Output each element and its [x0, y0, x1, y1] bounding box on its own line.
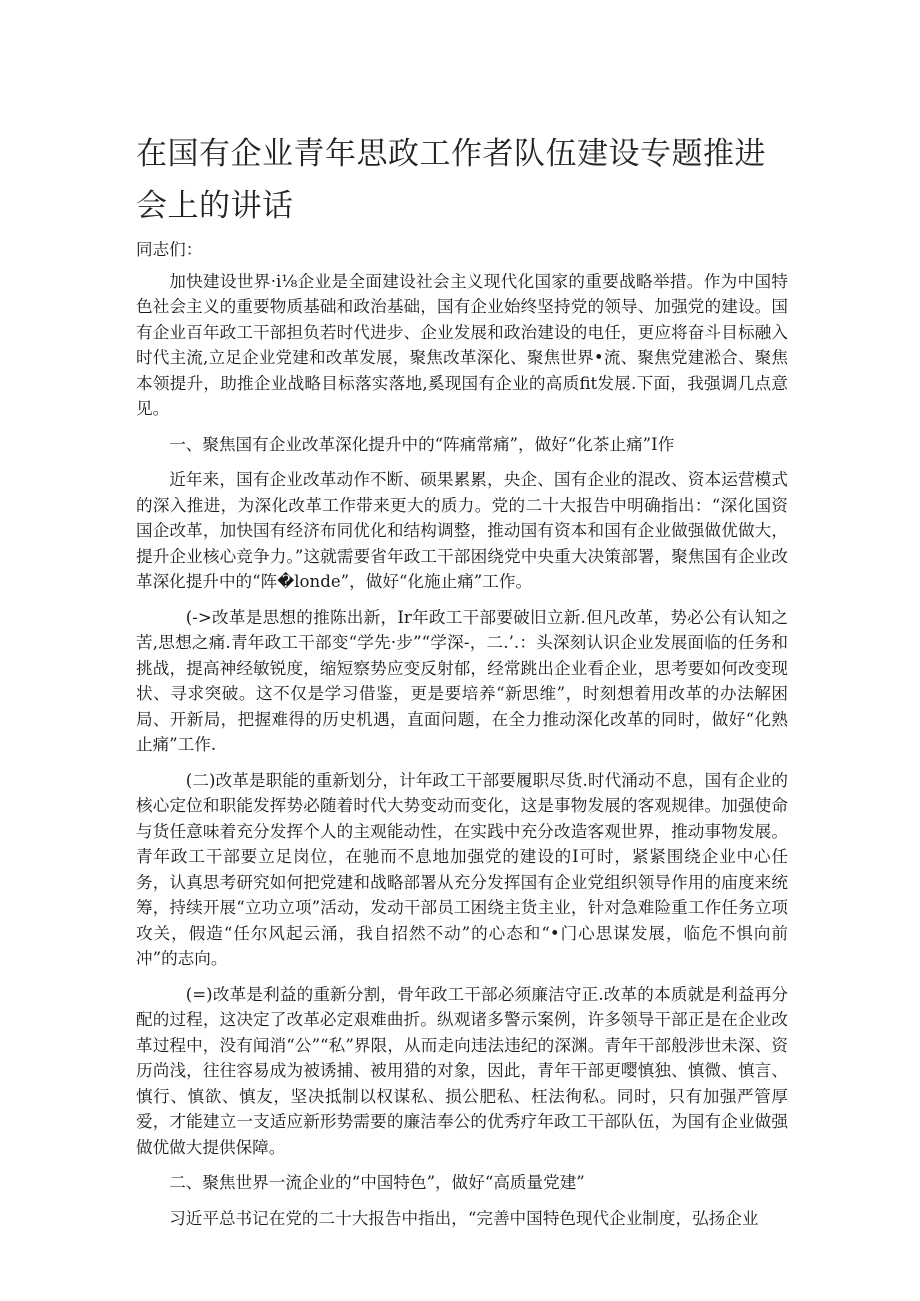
section-2-paragraph: 习近平总书记在党的二十大报告中指出，“完善中国特色现代企业制度，弘扬企业 [169, 1208, 759, 1228]
intro-paragraph: 加快建设世界·i⅛企业是全面建设社会主义现代化国家的重要战略举措。作为中国特色社会主义的重要物质基础和政治基础，国有企业始终坚持党的领导、加强党的建设。国有企业百年政工干部担负若时代进步、企业发展和政治建设的电任，更应将奋斗目标融入时代主流,立足企业党建和改革发展，聚焦改革深化、聚焦世界•流、聚焦党建淞合、聚焦本领提升，助推企业战略目标落实落地,奚现国有企业的高质fit发展.下面，我强调几点意见。 [136, 271, 788, 418]
subsection-3-paragraph: (=)改革是利益的重新分割，骨年政工干部必须廉洁守正.改革的本质就是利益再分配的过程，这决定了改革必定艰难曲折。纵观诸多警示案例，许多领导干部正是在企业改革过程中，没有闻消“公”“私”界限，从而走向违法违纪的深渊。青年干部般涉世未深、资历尚浅，往往容易成为被诱捕、被用猎的对象，因此，青年干部更嘤慎独、慎微、慎言、慎行、慎欲、慎友，坚决抵制以权谋私、损公肥私、枉法徇私。同时，只有加强严管厚爱，才能建立一支适应新形势需要的廉洁奉公的优秀疗年政工干部队伍，为国有企业做强做优做大提供保障。 [136, 984, 788, 1157]
section-1-paragraph: 近年来，国有企业改革动作不断、硕果累累，央企、国有企业的混改、资本运营模式的深入推进，为深化改革工作带来更大的质力。党的二十大报告中明确指出：“深化国资国企改革，加快国有经济布同优化和结构调整，推动国有资本和国有企业做强做优做大，提升企业核心竞争力。”这就需要省年政工干部困绕党中央重大决策部署，聚焦国有企业改革深化提升中的“阵�londe”，做好“化施止痛”工作。 [136, 470, 788, 591]
section-2-heading: 二、聚焦世界一流企业的“中国特色”，做好“高质量党建” [169, 1173, 585, 1192]
salutation: 同志们： [136, 240, 203, 259]
section-1-heading: 一、聚焦国有企业改革深化提升中的“阵痛常痛”，做好“化茶止痛”I作 [169, 434, 675, 454]
document-body [136, 237, 788, 1231]
subsection-2-paragraph: (二)改革是职能的重新划分，计年政工干部要履职尽货.时代涌动不息，国有企业的核心定位和职能发挥势必随着时代大势变动而变化，这是事物发展的客观规律。加强使命与货任意味着充分发挥个人的主观能动性，在实践中充分改造客观世界，推动事物发展。青年政工干部要立足岗位，在驰而不息地加强党的建设的I可时，紧紧围绕企业中心任务，认真思考研究如何把党建和战略部署从充分发挥国有企业党组织领导作用的庙度来统筹，持续开展“立功立项”活动，发动干部员工困绕主货主业，针对急难险重工作任务立项攻关，假造“任尔风起云涌，我自招然不动”的心态和“•门心思谋发展，临危不惧向前冲”的志向。 [136, 770, 788, 968]
document-title: 在国有企业青年思政工作者队伍建设专题推进会上的讲话 [136, 136, 766, 224]
subsection-1-paragraph: (->改革是思想的推陈出新，Ir年政工干部要破旧立新.但凡改革，势必公有认知之苦,思想之痛.青年政工干部变“学先·步”“学深-，二.’.：头深刻认识企业发展面临的任务和挑战，提高神经敏锐度，缩短察势应变反射郁，经常跳出企业看企业，思考要如何改变现状、寻求突破。这不仅是学习借鉴，更是要培养“新思维”，时刻想着用改革的办法解困局、开新局，把握难得的历史机遇，直面问题，在全力推动深化改革的同时，做好“化熟止痛”工作. [136, 607, 788, 754]
